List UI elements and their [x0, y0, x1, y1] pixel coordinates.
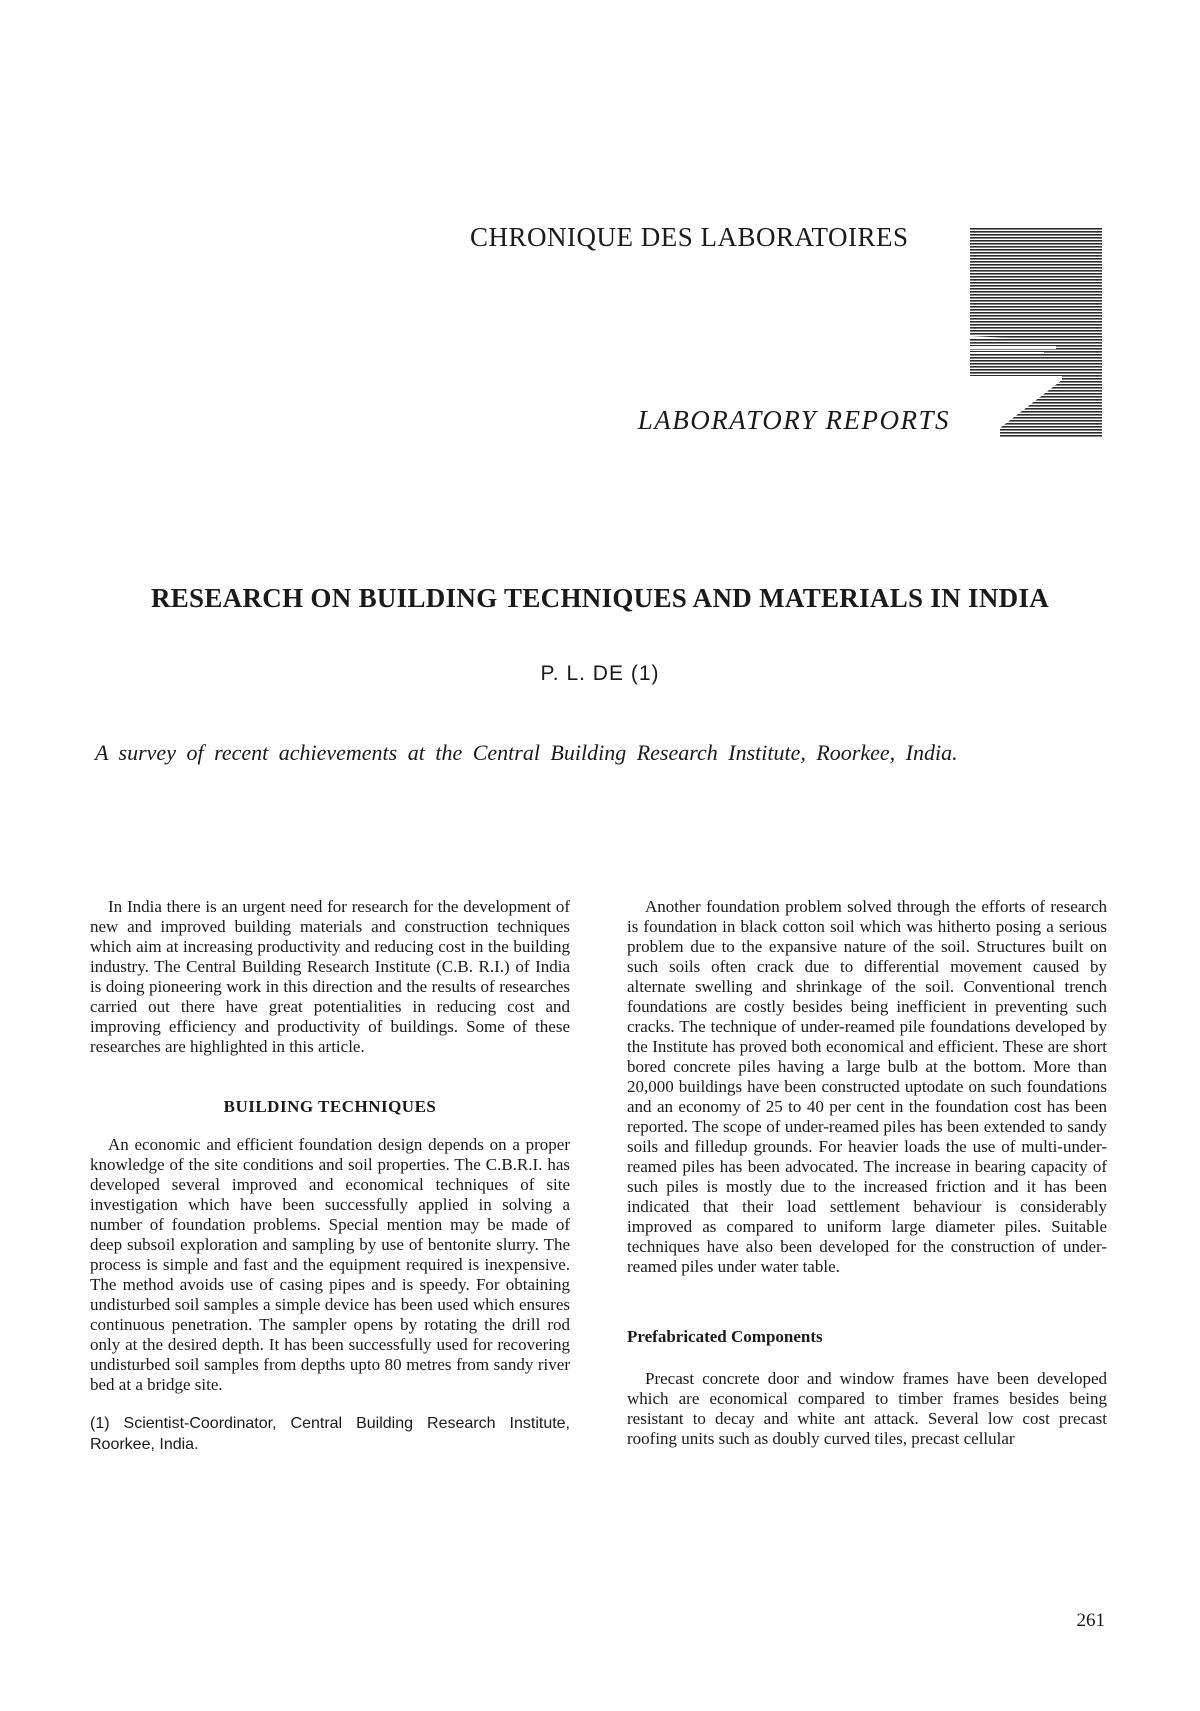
journal-section-title-french: CHRONIQUE DES LABORATOIRES	[470, 222, 909, 252]
author-note-mark: (1)	[630, 662, 660, 685]
author-footnote: (1) Scientist-Coordinator, Central Building Research Institute, Roorkee, India.	[90, 1415, 570, 1453]
journal-section-title-english: LABORATORY REPORTS	[637, 405, 950, 435]
prefabricated-paragraph: Precast concrete door and window frames have been developed which are economical compared to timber frames besides being resistant to decay and white ant attack. Several low cost precast roofing units such as doubly curved tiles, precast cellular	[627, 1369, 1107, 1448]
article-title: RESEARCH ON BUILDING TECHNIQUES AND MATERIALS IN INDIA	[150, 583, 1050, 613]
author-name: P. L. DE	[540, 662, 624, 685]
right-column	[627, 897, 1107, 1449]
subsection-heading-prefabricated: Prefabricated Components	[627, 1327, 823, 1346]
author-line	[0, 662, 1200, 686]
foundation-paragraph: Another foundation problem solved through the efforts of research is foundation in black cotton soil which was hitherto posing a serious problem due to the expansive nature of the soil. Structures built on such soils often crack due to differential movement caused by alternate swelling and shrinkage of the soil. Conventional trench foundations are costly besides being inefficient in preventing such cracks. The technique of under-reamed pile foundations developed by the Institute has proved both economical and efficient. These are short bored concrete piles having a large bulb at the bottom. More than 20,000 buildings have been constructed uptodate on such foundations and an economy of 25 to 40 per cent in the foundation cost has been reported. The scope of under-reamed piles has been extended to sandy soils and filledup grounds. For heavier loads the use of multi-under-reamed piles has been advocated. The increase in bearing capacity of such piles is mostly due to the increased friction and it has been indicated that their load settlement behaviour is considerably improved as compared to uniform large diameter piles. Suitable techniques have also been developed for the construction of under-reamed piles under water table.	[627, 897, 1107, 1276]
striped-stair-logo-icon	[970, 228, 1102, 438]
section-heading-building-techniques: BUILDING TECHNIQUES	[223, 1097, 437, 1116]
page-number: 261	[1076, 1610, 1105, 1631]
intro-paragraph: In India there is an urgent need for research for the development of new and improved building materials and construction techniques which aim at increasing productivity and reducing cost in the building industry. The Central Building Research Institute (C.B. R.I.) of India is doing pioneering work in this direction and the results of researches carried out there have great potentialities in reducing cost and improving efficiency and productivity of buildings. Some of these researches are highlighted in this article.	[90, 897, 570, 1056]
building-techniques-paragraph: An economic and efficient foundation design depends on a proper knowledge of the site conditions and soil properties. The C.B.R.I. has developed several improved and economical techniques of site investigation which have been successfully applied in solving a number of foundation problems. Special mention may be made of deep subsoil exploration and sampling by use of bentonite slurry. The process is simple and fast and the equipment required is inexpensive. The method avoids use of casing pipes and is speedy. For obtaining undisturbed soil samples a simple device has been used which ensures continuous penetration. The sampler opens by rotating the drill rod only at the desired depth. It has been successfully used for recovering undisturbed soil samples from depths upto 80 metres from sandy river bed at a bridge site.	[90, 1135, 570, 1394]
article-subtitle: A survey of recent achievements at the Central Building Research Institute, Roorkee, India.	[95, 740, 958, 765]
left-column	[90, 897, 570, 1455]
